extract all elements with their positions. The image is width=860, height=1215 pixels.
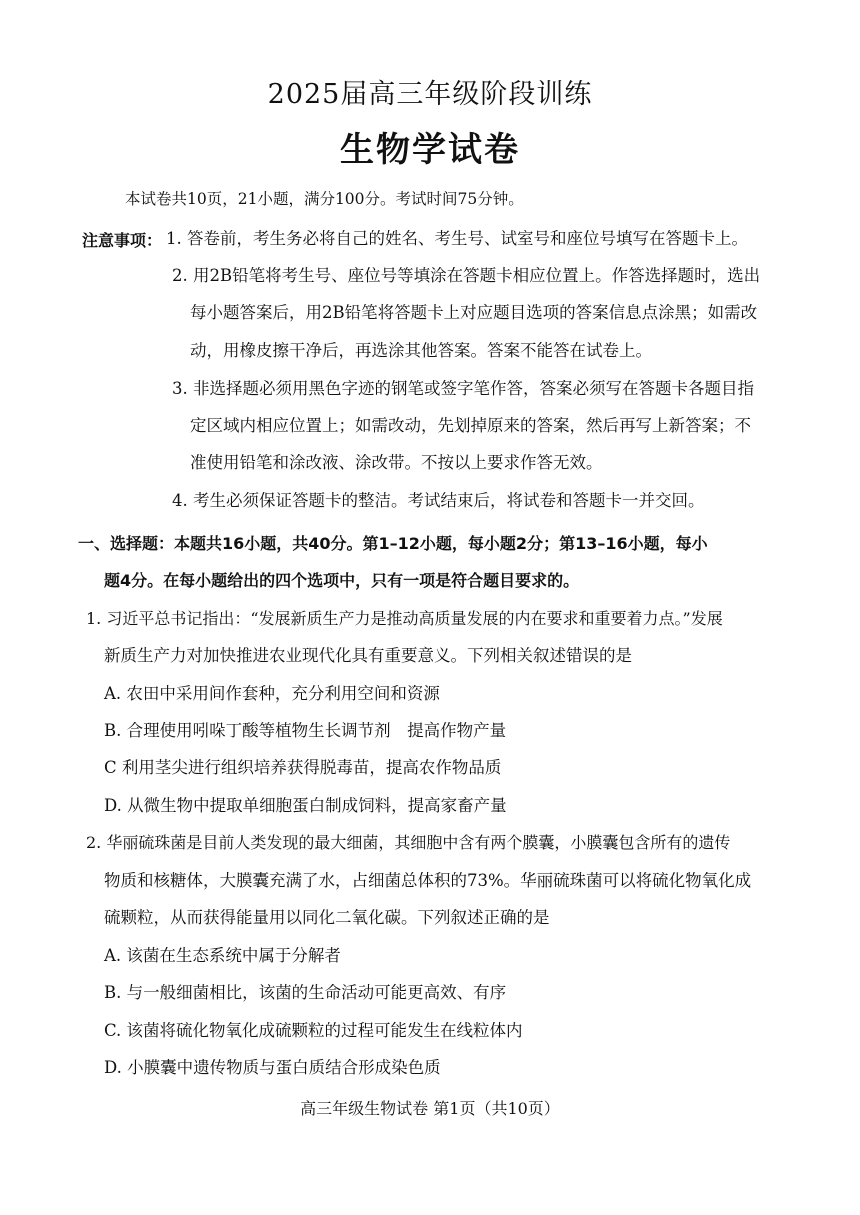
notice-item-4: 4. 考生必须保证答题卡的整洁。考试结束后，将试卷和答题卡一并交回。 [172,491,705,510]
question-1-option-b: B. 合理使用吲哚丁酸等植物生长调节剂 提高作物产量 [104,721,507,740]
exam-subject-title: 生物学试卷 [340,130,520,170]
question-1-option-c: C 利用茎尖进行组织培养获得脱毒苗，提高农作物品质 [104,758,502,777]
question-2-stem-line-2: 物质和核糖体，大膜囊充满了水，占细菌总体积的73%。华丽硫珠菌可以将硫化物氧化成 [104,871,752,890]
section-1-heading-line-2: 题4分。在每小题给出的四个选项中，只有一项是符合题目要求的。 [104,571,580,590]
notice-item-2-line-3: 动，用橡皮擦干净后，再选涂其他答案。答案不能答在试卷上。 [190,341,652,360]
page-footer: 高三年级生物试卷 第1页（共10页） [300,1099,560,1118]
question-2-stem-line-3: 硫颗粒，从而获得能量用以同化二氧化碳。下列叙述正确的是 [104,908,550,927]
notice-item-3-line-1: 3. 非选择题必须用黑色字迹的钢笔或签字笔作答，答案必须写在答题卡各题目指 [172,379,754,398]
notice-item-3-line-3: 准使用铅笔和涂改液、涂改带。不按以上要求作答无效。 [190,453,603,472]
question-2-option-b: B. 与一般细菌相比，该菌的生命活动可能更高效、有序 [104,983,507,1002]
notice-item-2-line-1: 2. 用2B铅笔将考生号、座位号等填涂在答题卡相应位置上。作答选择题时，选出 [172,266,761,285]
question-1-option-a: A. 农田中采用间作套种，充分利用空间和资源 [104,684,440,703]
question-1-option-d: D. 从微生物中提取单细胞蛋白制成饲料，提高家畜产量 [104,796,507,815]
question-2-option-d: D. 小膜囊中遗传物质与蛋白质结合形成染色质 [104,1058,441,1077]
question-2-option-a: A. 该菌在生态系统中属于分解者 [104,946,341,965]
question-1-stem-line-2: 新质生产力对加快推进农业现代化具有重要意义。下列相关叙述错误的是 [104,646,632,665]
question-1-stem-line-1: 1. 习近平总书记指出：“发展新质生产力是推动高质量发展的内在要求和重要着力点。”发展 [86,609,723,628]
exam-title: 2025届高三年级阶段训练 [267,79,593,110]
question-2-stem-line-1: 2. 华丽硫珠菌是目前人类发现的最大细菌，其细胞中含有两个膜囊，小膜囊包含所有的遗传 [86,833,731,852]
notice-item-1: 1. 答卷前，考生务必将自己的姓名、考生号、试室号和座位号填写在答题卡上。 [166,229,748,248]
question-2-option-c: C. 该菌将硫化物氧化成硫颗粒的过程可能发生在线粒体内 [104,1021,523,1040]
exam-info: 本试卷共10页，21小题，满分100分。考试时间75分钟。 [125,190,524,208]
notice-item-3-line-2: 定区域内相应位置上；如需改动，先划掉原来的答案，然后再写上新答案；不 [190,416,751,435]
notice-label: 注意事项： [82,231,163,250]
section-1-heading-line-1: 一、选择题：本题共16小题，共40分。第1–12小题，每小题2分；第13–16小题，每小 [78,534,708,553]
notice-item-2-line-2: 每小题答案后，用2B铅笔将答题卡上对应题目选项的答案信息点涂黑；如需改 [190,303,758,322]
